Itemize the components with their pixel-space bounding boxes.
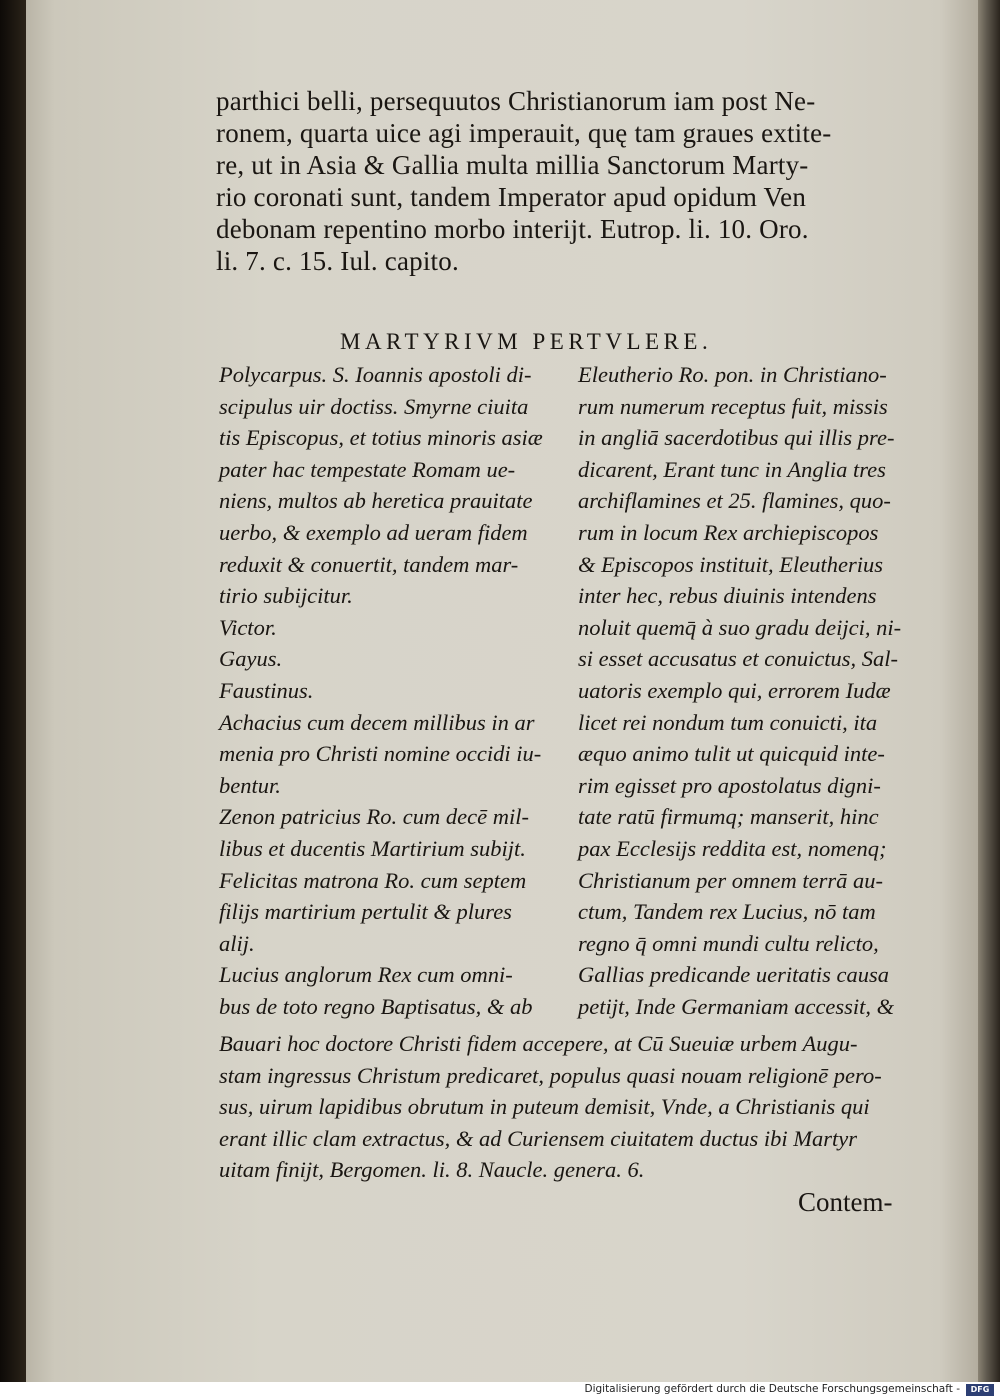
text-line: sus, uirum lapidibus obrutum in puteum demisit, Vnde, a Christianis qui <box>219 1094 870 1120</box>
catchword: Contem- <box>798 1187 893 1217</box>
text-line: pater hac tempestate Romam ue- <box>219 456 516 482</box>
section-heading: MARTYRIVM PERTVLERE. <box>340 329 713 354</box>
text-line: erant illic clam extractus, & ad Curiensem ciuitatem ductus ibi Martyr <box>219 1125 858 1151</box>
text-line: Eleutherio Ro. pon. in Christiano- <box>578 362 887 387</box>
text-line: si esset accusatus et conuictus, Sal- <box>578 646 898 672</box>
text-line: petijt, Inde Germaniam accessit, & <box>578 993 895 1019</box>
text-line: tate ratū firmumq; manserit, hinc <box>578 804 879 830</box>
text-line: ronem, quarta uice agi imperauit, quę tam graues extite- <box>216 118 832 148</box>
text-line: scipulus uir doctiss. Smyrne ciuita <box>219 393 529 419</box>
text-line: Zenon patricius Ro. cum decē mil- <box>219 804 529 830</box>
text-line: Gayus. <box>219 646 283 672</box>
text-line: inter hec, rebus diuinis intendens <box>578 583 877 609</box>
text-line: filijs martirium pertulit & plures <box>219 899 512 925</box>
text-line: archiflamines et 25. flamines, quo- <box>578 488 891 514</box>
text-line: rum in locum Rex archiepiscopos <box>578 519 879 545</box>
left-column <box>219 359 579 1022</box>
text-line: niens, multos ab heretica prauitate <box>219 488 533 514</box>
right-column <box>578 359 918 1022</box>
text-line: Gallias predicande ueritatis causa <box>578 962 890 988</box>
text-line: reduxit & conuertit, tandem mar- <box>219 551 519 577</box>
text-line: Bauari hoc doctore Christi fidem accepere, at Cū Sueuiæ urbem Augu- <box>219 1031 858 1056</box>
text-line: alij. <box>219 930 255 956</box>
text-line: libus et ducentis Martirium subijt. <box>219 835 526 861</box>
text-line: tirio subijcitur. <box>219 583 353 609</box>
text-line: licet rei nondum tum conuicti, ita <box>578 709 878 735</box>
text-line: noluit quemq̄ à suo gradu deijci, ni- <box>578 614 902 640</box>
text-line: uerbo, & exemplo ad ueram fidem <box>219 519 528 545</box>
text-line: ctum, Tandem rex Lucius, nō tam <box>578 899 876 925</box>
funding-notice: Digitalisierung gefördert durch die Deutsche Forschungsgemeinschaft - <box>584 1383 960 1395</box>
text-line: debonam repentino morbo interijt. Eutrop. li. 10. Oro. <box>216 214 809 244</box>
text-line: æquo animo tulit ut quicquid inte- <box>578 741 885 767</box>
text-line: regno q̄ omni mundi cultu relicto, <box>578 930 879 956</box>
bottom-paragraph <box>219 1028 882 1186</box>
text-line: dicarent, Erant tunc in Anglia tres <box>578 456 886 482</box>
text-line: menia pro Christi nomine occidi iu- <box>219 741 542 767</box>
text-line: in angliā sacerdotibus qui illis pre- <box>578 425 895 451</box>
scan-background <box>0 0 26 1399</box>
dfg-logo: DFG <box>966 1384 994 1396</box>
text-line: bus de toto regno Baptisatus, & ab <box>219 993 533 1019</box>
page-edge-shadow <box>978 0 1000 1382</box>
text-line: rio coronati sunt, tandem Imperator apud opidum Ven <box>216 182 807 212</box>
text-line: re, ut in Asia & Gallia multa millia Sanctorum Marty- <box>216 150 809 180</box>
text-line: Polycarpus. S. Ioannis apostoli di- <box>219 362 532 387</box>
text-line: tis Episcopus, et totius minoris asiæ <box>219 425 543 451</box>
text-line: Victor. <box>219 614 277 640</box>
text-line: uitam finijt, Bergomen. li. 8. Naucle. genera. 6. <box>219 1157 645 1183</box>
text-line: rim egisset pro apostolatus digni- <box>578 772 881 798</box>
text-line: bentur. <box>219 772 281 798</box>
text-line: pax Ecclesijs reddita est, nomenq; <box>578 835 887 861</box>
text-line: li. 7. c. 15. Iul. capito. <box>216 246 459 276</box>
text-line: & Episcopos instituit, Eleutherius <box>578 551 883 577</box>
text-line: Achacius cum decem millibus in ar <box>219 709 535 735</box>
text-line: rum numerum receptus fuit, missis <box>578 393 888 419</box>
text-line: Faustinus. <box>219 677 314 703</box>
text-line: Lucius anglorum Rex cum omni- <box>219 962 513 988</box>
text-line: uatoris exemplo qui, errorem Iudæ <box>578 677 891 703</box>
text-line: Felicitas matrona Ro. cum septem <box>219 867 527 893</box>
text-line: stam ingressus Christum predicaret, populus quasi nouam religionē pero- <box>219 1062 882 1088</box>
text-line: parthici belli, persequutos Christianorum iam post Ne- <box>216 86 816 116</box>
text-line: Christianum per omnem terrā au- <box>578 867 883 893</box>
